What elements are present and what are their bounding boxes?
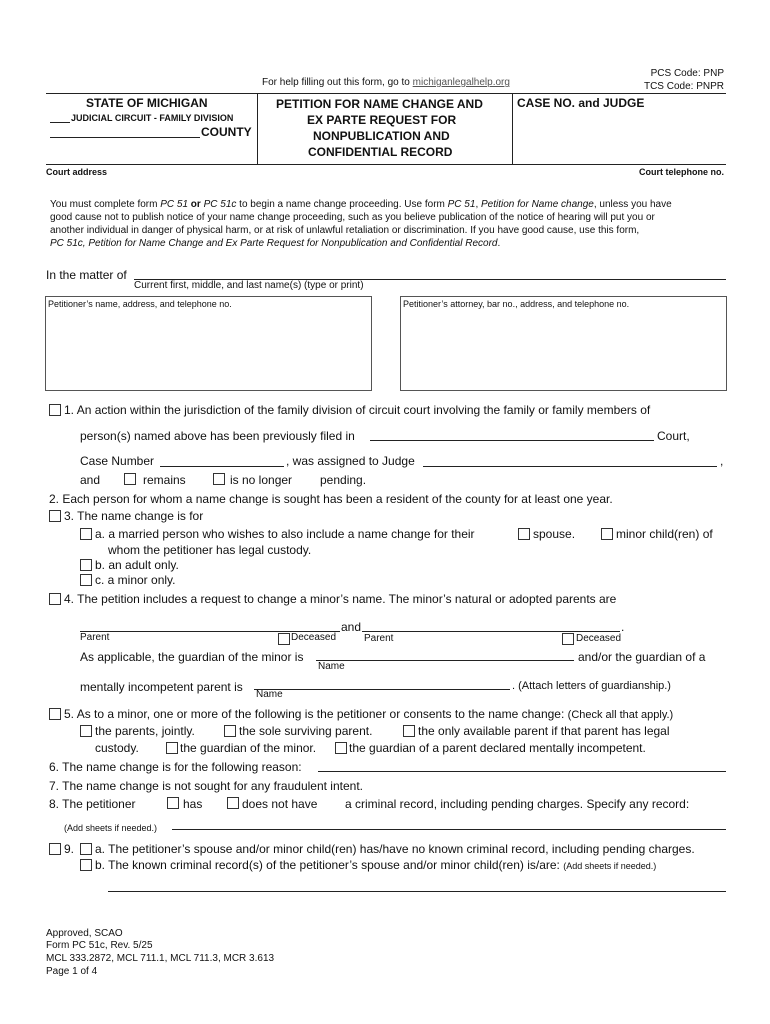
county-label: COUNTY [201,125,252,139]
title-line-1: PETITION FOR NAME CHANGE AND [276,97,483,111]
item-1-court-field[interactable] [370,440,654,441]
header-divider-1 [257,94,258,164]
item-9-checkbox[interactable] [49,843,61,855]
remains-label: remains [143,473,186,487]
no-record-label: does not have [242,797,318,811]
item-8-text: 8. The petitioner [49,797,136,811]
item-3b-text: b. an adult only. [95,558,179,572]
parent-2-caption: Parent [364,633,394,644]
item-9b-checkbox[interactable] [80,859,92,871]
footer-page: Page 1 of 4 [46,966,98,977]
item-1-court-label: Court, [657,429,690,443]
spouse-record-field[interactable] [108,891,726,892]
item-1-case-field[interactable] [160,466,284,467]
item-8-add-sheets: (Add sheets if needed.) [64,823,158,833]
mi-guardian-name-caption: Name [256,689,283,700]
county-blank[interactable] [50,137,200,138]
guardian-or-label: and/or the guardian of a [578,650,706,664]
parents-jointly-label: the parents, jointly. [95,724,195,738]
guardian-minor-checkbox[interactable] [166,742,178,754]
attorney-info-box[interactable] [400,296,727,391]
parent-2-deceased-checkbox[interactable] [562,633,574,645]
guardian-mi-parent-label: the guardian of a parent declared mentally incompetent. [349,741,646,755]
item-3-text: 3. The name change is for [64,509,204,523]
item-3c-text: c. a minor only. [95,573,176,587]
instructions-line-3: another individual in danger of physical harm, or at risk of unlawful retaliation or discrimination. If you have good cause, use this form, [50,225,640,236]
item-9a-checkbox[interactable] [80,843,92,855]
guardian-mi-parent-checkbox[interactable] [335,742,347,754]
title-line-4: CONFIDENTIAL RECORD [308,145,453,159]
item-9b-text: b. The known criminal record(s) of the petitioner’s spouse and/or minor child(ren) is/are: (Add sheets if needed.) [95,858,657,872]
item-4-period: . [621,620,625,634]
item-3-checkbox[interactable] [49,510,61,522]
instructions-line-1: You must complete form PC 51 or PC 51c to begin a name change proceeding. Use form PC 51, Petition for Name change, unless you have [50,199,672,210]
spouse-checkbox[interactable] [518,528,530,540]
item-5-checkbox[interactable] [49,708,61,720]
instructions-line-2: good cause not to publish notice of your name change proceeding, such as you believe publication of the notice of hearing will put you or [50,212,655,223]
no-longer-checkbox[interactable] [213,473,225,485]
state-name: STATE OF MICHIGAN [86,96,208,110]
header-bottom-rule [46,164,726,165]
footer-form: Form PC 51c, Rev. 5/25 [46,940,153,951]
circuit-blank[interactable] [50,122,70,123]
item-4-checkbox[interactable] [49,593,61,605]
court-phone-label: Court telephone no. [639,167,724,177]
guardian-field[interactable] [316,660,574,661]
mi-guardian-field[interactable] [254,689,510,690]
surviving-parent-label: the sole surviving parent. [239,724,373,738]
pending-label: pending. [320,473,367,487]
footer-statutes: MCL 333.2872, MCL 711.1, MCL 711.3, MCR 3.613 [46,953,275,964]
instructions-line-4: PC 51c, Petition for Name Change and Ex Parte Request for Nonpublication and Confidential Record. [50,238,501,249]
item-3a-continued: whom the petitioner has legal custody. [108,543,312,557]
item-1-case-label: Case Number [80,454,155,468]
help-text [262,77,510,88]
item-9-number: 9. [64,842,75,856]
surviving-parent-checkbox[interactable] [224,725,236,737]
remains-checkbox[interactable] [124,473,136,485]
item-3a-text: a. a married person who wishes to also include a name change for their [95,527,475,541]
item-4-text: 4. The petition includes a request to change a minor’s name. The minor’s natural or adopted parents are [64,592,617,606]
has-record-label: has [183,797,203,811]
title-line-3: NONPUBLICATION AND [313,129,450,143]
item-3a-checkbox[interactable] [80,528,92,540]
petitioner-info-label: Petitioner’s name, address, and telephone no. [48,299,232,309]
guardian-label: As applicable, the guardian of the minor is [80,650,304,664]
guardian-minor-label: the guardian of the minor. [180,741,317,755]
item-6-text: 6. The name change is for the following reason: [49,760,302,774]
parent-2-field[interactable] [362,631,620,632]
parents-jointly-checkbox[interactable] [80,725,92,737]
item-9a-text: a. The petitioner’s spouse and/or minor child(ren) has/have no known criminal record, including pending charges. [95,842,695,856]
footer-approved: Approved, SCAO [46,928,123,939]
no-record-checkbox[interactable] [227,797,239,809]
item-7-text: 7. The name change is not sought for any fraudulent intent. [49,779,363,793]
parent-1-caption: Parent [80,632,110,643]
item-1-checkbox[interactable] [49,404,61,416]
circuit-label: JUDICIAL CIRCUIT - FAMILY DIVISION [71,113,234,123]
available-parent-checkbox[interactable] [403,725,415,737]
court-address-label: Court address [46,167,108,177]
custody-label: custody. [95,741,139,755]
pcs-code: PCS Code: PNP [650,68,724,79]
tcs-code: TCS Code: PNPR [643,81,724,92]
petitioner-info-box[interactable] [45,296,372,391]
help-prefix: For help filling out this form, go to [262,77,410,88]
case-no-label: CASE NO. and JUDGE [517,96,645,110]
item-3b-checkbox[interactable] [80,559,92,571]
attach-note: . (Attach letters of guardianship.) [512,680,671,692]
minor-children-checkbox[interactable] [601,528,613,540]
parent-2-deceased-label: Deceased [576,633,622,644]
item-2-text: 2. Each person for whom a name change is sought has been a resident of the county for at least one year. [49,492,613,506]
item-8-rest: a criminal record, including pending charges. Specify any record: [345,797,690,811]
item-5-text: 5. As to a minor, one or more of the following is the petitioner or consents to the name change: (Check all that apply.) [64,707,674,721]
item-3c-checkbox[interactable] [80,574,92,586]
record-field[interactable] [172,829,726,830]
item-1-judge-field[interactable] [423,466,717,467]
item-1-and: and [80,473,101,487]
help-link[interactable]: michiganlegalhelp.org [412,77,510,88]
minor-children-label: minor child(ren) of [616,527,713,541]
header-divider-2 [512,94,513,164]
no-longer-label: is no longer [230,473,293,487]
item-4-and: and [341,620,362,634]
mi-parent-label: mentally incompetent parent is [80,680,243,694]
title-line-2: EX PARTE REQUEST FOR [307,113,457,127]
guardian-name-caption: Name [318,661,345,672]
reason-field[interactable] [318,771,726,772]
available-parent-label: the only available parent if that parent has legal [418,724,670,738]
matter-caption: Current first, middle, and last name(s) (type or print) [134,280,364,291]
attorney-info-label: Petitioner’s attorney, bar no., address, and telephone no. [403,299,630,309]
spouse-label: spouse. [533,527,576,541]
parent-1-deceased-label: Deceased [291,632,337,643]
item-1-assigned: , was assigned to Judge [286,454,415,468]
item-1-persons: person(s) named above has been previously filed in [80,429,355,443]
has-record-checkbox[interactable] [167,797,179,809]
item-1-text: 1. An action within the jurisdiction of the family division of circuit court involving the family or family members of [64,403,651,417]
parent-1-deceased-checkbox[interactable] [278,633,290,645]
header-top-rule [46,93,726,94]
matter-label: In the matter of [46,268,127,282]
item-1-comma: , [720,454,724,468]
